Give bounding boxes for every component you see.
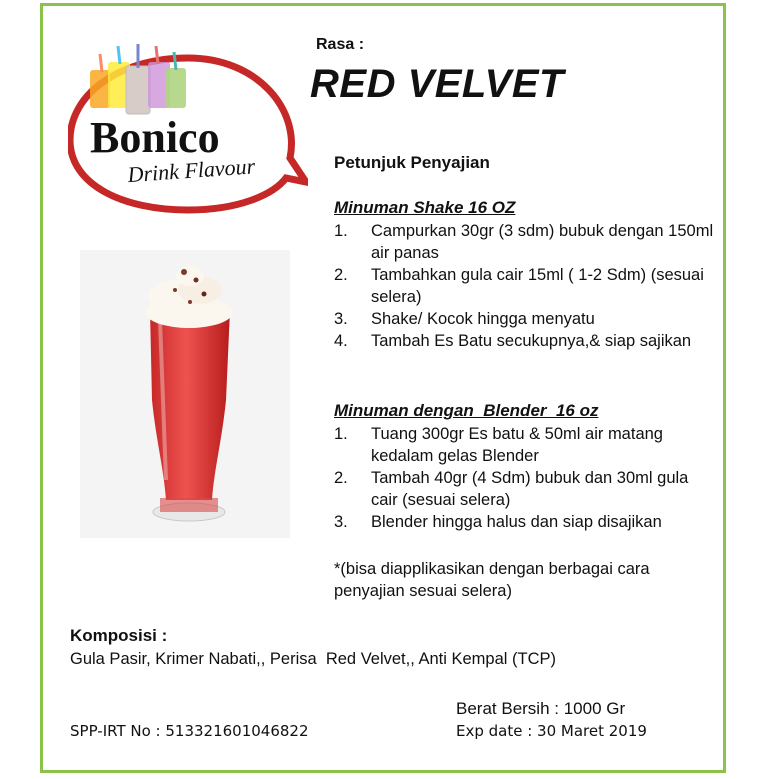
composition-text: Gula Pasir, Krimer Nabati,, Perisa Red Velvet,, Anti Kempal (TCP) — [70, 650, 557, 668]
logo-tagline-text: Drink Flavour — [126, 153, 256, 188]
whipped-cream-icon — [145, 266, 233, 328]
logo-brand-text: Bonico — [90, 113, 220, 162]
list-item — [334, 264, 714, 308]
step-number: 3. — [334, 513, 348, 531]
step-number: 2. — [334, 266, 348, 284]
spp-irt-number: SPP-IRT No : 513321601046822 — [70, 722, 309, 740]
step-text: Tambahkan gula cair 15ml ( 1-2 Sdm) (sesuai selera) — [371, 266, 704, 306]
blender-section-title: Minuman dengan Blender 16 oz — [334, 401, 599, 420]
rasa-label: Rasa : — [316, 36, 365, 53]
expiry-date: Exp date : 30 Maret 2019 — [456, 722, 647, 740]
composition-title: Komposisi : — [70, 626, 168, 645]
serving-note: *(bisa diapplikasikan dengan berbagai cara penyajian sesuai selera) — [334, 560, 650, 600]
drink-photo — [80, 250, 290, 538]
list-item — [334, 330, 714, 352]
shake-steps-list — [334, 220, 714, 352]
net-weight: Berat Bersih : 1000 Gr — [456, 699, 626, 718]
step-text: Shake/ Kocok hingga menyatu — [371, 310, 595, 328]
step-number: 1. — [334, 425, 348, 443]
cups-icon — [90, 44, 186, 114]
list-item — [334, 423, 714, 467]
brand-logo-graphic — [68, 40, 308, 215]
brand-logo — [68, 40, 308, 215]
flavor-title: RED VELVET — [310, 62, 564, 106]
step-text: Campurkan 30gr (3 sdm) bubuk dengan 150ml air panas — [371, 222, 714, 262]
step-text: Tambah Es Batu secukupnya,& siap sajikan — [371, 332, 692, 350]
list-item — [334, 467, 714, 511]
blender-steps-list — [334, 423, 714, 533]
step-text: Blender hingga halus dan siap disajikan — [371, 513, 662, 531]
shake-section-title: Minuman Shake 16 OZ — [334, 198, 516, 217]
list-item — [334, 308, 714, 330]
step-text: Tuang 300gr Es batu & 50ml air matang kedalam gelas Blender — [371, 425, 663, 465]
red-velvet-drink-image — [80, 250, 290, 538]
step-text: Tambah 40gr (4 Sdm) bubuk dan 30ml gula cair (sesuai selera) — [371, 469, 689, 509]
list-item — [334, 220, 714, 264]
step-number: 3. — [334, 310, 348, 328]
list-item — [334, 511, 714, 533]
instructions-title: Petunjuk Penyajian — [334, 153, 490, 172]
step-number: 2. — [334, 469, 348, 487]
step-number: 4. — [334, 332, 348, 350]
step-number: 1. — [334, 222, 348, 240]
